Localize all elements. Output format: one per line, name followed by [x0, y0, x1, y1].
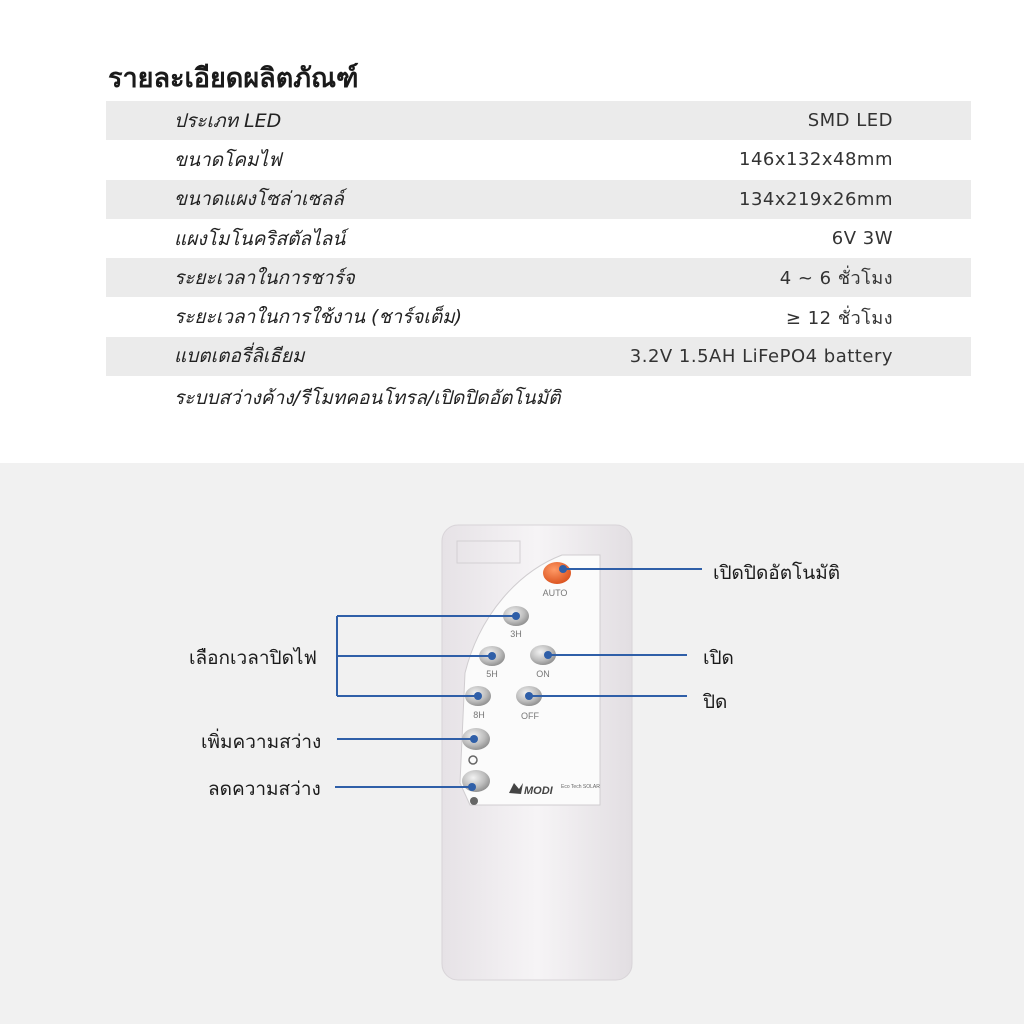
spec-label: ระยะเวลาในการใช้งาน (ชาร์จเต็ม): [174, 306, 463, 329]
spec-value: ≥ 12 ชั่วโมง: [785, 307, 893, 329]
timer-8h-label: 8H: [473, 710, 485, 720]
remote-illustration-panel: [0, 463, 1024, 1024]
callout-dimmer: ลดความสว่าง: [208, 778, 321, 800]
on-button-label: ON: [536, 669, 550, 679]
brand-subtitle: Eco Tech SOLAR: [561, 784, 600, 790]
spec-value: 134x219x26mm: [739, 188, 893, 210]
spec-label: ประเภท LED: [174, 109, 282, 132]
callout-timer: เลือกเวลาปิดไฟ: [189, 647, 317, 669]
spec-label: ระยะเวลาในการชาร์จ: [174, 266, 355, 289]
timer-5h-label: 5H: [486, 669, 498, 679]
spec-label: ขนาดโคมไฟ: [174, 148, 282, 171]
moon-icon: [470, 797, 478, 805]
off-button-label: OFF: [521, 711, 539, 721]
spec-row: [106, 258, 971, 297]
spec-row: [106, 140, 971, 179]
spec-value: 6V 3W: [831, 228, 893, 250]
callout-on: เปิด: [703, 647, 734, 669]
callout-auto: เปิดปิดอัตโนมัติ: [713, 562, 841, 584]
spec-value: 4 ~ 6 ชั่วโมง: [779, 268, 893, 290]
spec-row: [106, 101, 971, 140]
brightness-down-button[interactable]: [462, 770, 490, 792]
spec-label: แบตเตอรี่ลิเธียม: [174, 345, 305, 368]
spec-row: [106, 297, 971, 336]
spec-value: 3.2V 1.5AH LiFePO4 battery: [629, 345, 893, 367]
spec-label: ขนาดแผงโซล่าเซลล์: [174, 188, 344, 211]
auto-button-label: AUTO: [542, 588, 568, 598]
timer-3h-label: 3H: [510, 629, 522, 639]
spec-row: [106, 337, 971, 376]
remote-illustration: [0, 463, 1024, 1024]
spec-value: SMD LED: [807, 110, 893, 132]
callout-brighter: เพิ่มความสว่าง: [201, 731, 322, 753]
feature-summary: ระบบสว่างค้าง/รีโมทคอนโทรล/เปิดปิดอัตโนมัติ: [174, 387, 561, 409]
page-title: รายละเอียดผลิตภัณฑ์: [108, 63, 359, 94]
spec-value: 146x132x48mm: [739, 149, 893, 171]
auto-button[interactable]: [543, 562, 571, 584]
spec-table: [106, 101, 971, 376]
spec-row: [106, 219, 971, 258]
spec-row: [106, 180, 971, 219]
brand-name: MODI: [524, 785, 553, 797]
spec-label: แผงโมโนคริสตัลไลน์: [174, 227, 346, 250]
callout-off: ปิด: [703, 691, 728, 713]
